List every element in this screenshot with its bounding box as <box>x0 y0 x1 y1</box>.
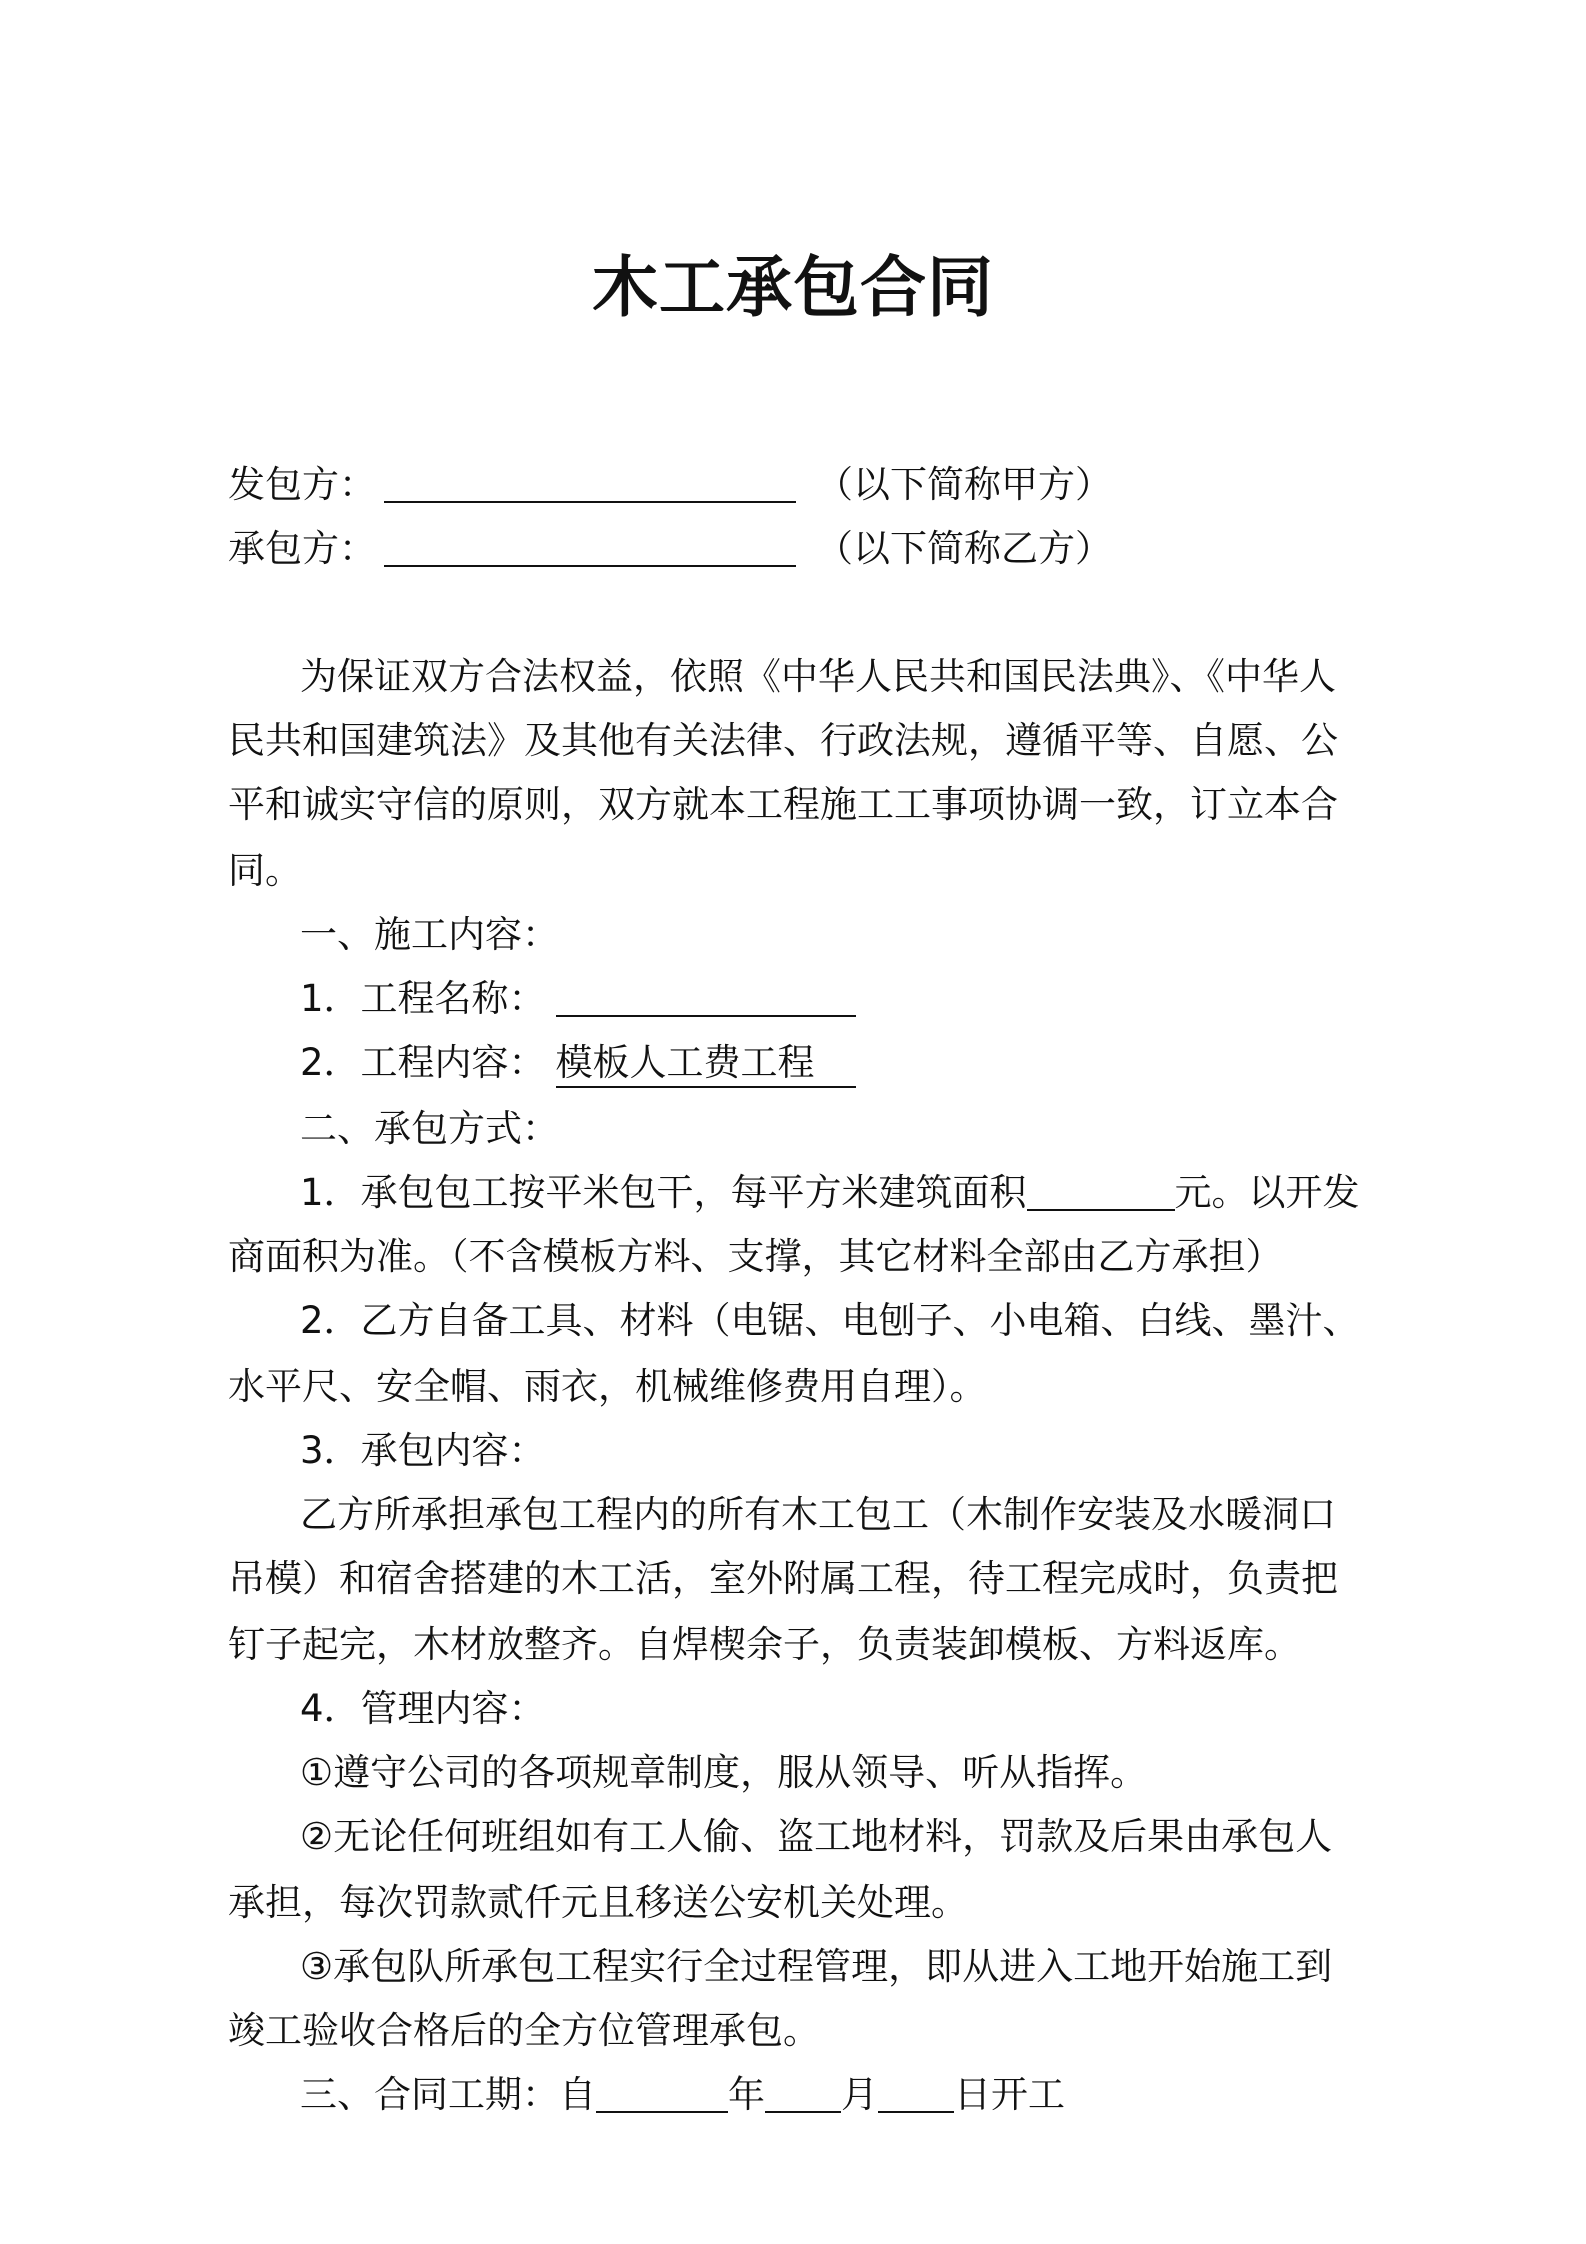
start-month-blank[interactable] <box>765 2071 841 2113</box>
intro-line-1: 为保证双方合法权益，依照《中华人民共和国民法典》、《中华人 <box>300 655 1336 698</box>
project-content-label: 2．工程内容： <box>300 1041 546 1084</box>
intro-line-3: 平和诚实守信的原则，双方就本工程施工工事项协调一致，订立本合 <box>228 783 1338 826</box>
contract-scope-heading: 3．承包内容： <box>300 1429 546 1472</box>
contract-scope-line-3: 钉子起完，木材放整齐。自焊楔余子，负责装卸模板、方料返库。 <box>228 1623 1301 1666</box>
party-a-note: （以下简称甲方） <box>816 463 1112 506</box>
section-1-heading: 一、施工内容： <box>300 913 559 956</box>
party-a-label: 发包方： <box>228 463 376 506</box>
document-title: 木工承包合同 <box>592 249 994 326</box>
project-name-blank[interactable] <box>556 975 856 1017</box>
month-label: 月 <box>841 2073 878 2116</box>
project-name-row <box>300 974 856 1024</box>
management-item-2-line-1: ②无论任何班组如有工人偷、盗工地材料，罚款及后果由承包人 <box>300 1815 1333 1858</box>
project-content-row <box>300 1038 856 1088</box>
project-content-value[interactable]: 模板人工费工程 <box>556 1040 856 1088</box>
tools-line-1: 2．乙方自备工具、材料（电锯、电刨子、小电箱、白线、墨汁、 <box>300 1299 1360 1342</box>
management-item-1: ①遵守公司的各项规章制度，服从领导、听从指挥。 <box>300 1751 1148 1794</box>
contract-method-text-b: 元。以开发 <box>1174 1171 1360 1214</box>
contract-scope-line-2: 吊模）和宿舍搭建的木工活，室外附属工程，待工程完成时，负责把 <box>228 1557 1338 1600</box>
contract-scope-line-1: 乙方所承担承包工程内的所有木工包工（木制作安装及水暖洞口 <box>300 1493 1336 1536</box>
project-name-label: 1．工程名称： <box>300 977 546 1020</box>
contract-method-text-a: 1．承包包工按平米包干，每平方米建筑面积 <box>300 1171 1027 1214</box>
party-b-blank[interactable] <box>384 525 796 567</box>
party-b-label: 承包方： <box>228 527 376 570</box>
management-heading: 4．管理内容： <box>300 1687 546 1730</box>
party-a-row <box>228 460 1112 510</box>
price-per-sqm-blank[interactable] <box>1027 1169 1175 1211</box>
management-item-3-line-1: ③承包队所承包工程实行全过程管理，即从进入工地开始施工到 <box>300 1945 1333 1988</box>
contract-period-label: 三、合同工期：自 <box>300 2073 596 2116</box>
start-day-label: 日开工 <box>954 2073 1065 2116</box>
start-year-blank[interactable] <box>596 2071 728 2113</box>
tools-line-2: 水平尺、安全帽、雨衣，机械维修费用自理）。 <box>228 1365 987 1408</box>
party-a-blank[interactable] <box>384 461 796 503</box>
intro-line-2: 民共和国建筑法》及其他有关法律、行政法规，遵循平等、自愿、公 <box>228 719 1338 762</box>
year-label: 年 <box>728 2073 765 2116</box>
contract-method-line-1 <box>300 1168 1360 1218</box>
section-2-heading: 二、承包方式： <box>300 1107 559 1150</box>
contract-method-line-2: 商面积为准。（不含模板方料、支撑，其它材料全部由乙方承担） <box>228 1235 1283 1278</box>
party-b-note: （以下简称乙方） <box>816 527 1112 570</box>
start-day-blank[interactable] <box>878 2071 954 2113</box>
contract-period-row <box>300 2070 1065 2120</box>
party-b-row <box>228 524 1112 574</box>
management-item-2-line-2: 承担，每次罚款贰仟元且移送公安机关处理。 <box>228 1881 968 1924</box>
management-item-3-line-2: 竣工验收合格后的全方位管理承包。 <box>228 2009 820 2052</box>
intro-line-4: 同。 <box>228 849 302 892</box>
